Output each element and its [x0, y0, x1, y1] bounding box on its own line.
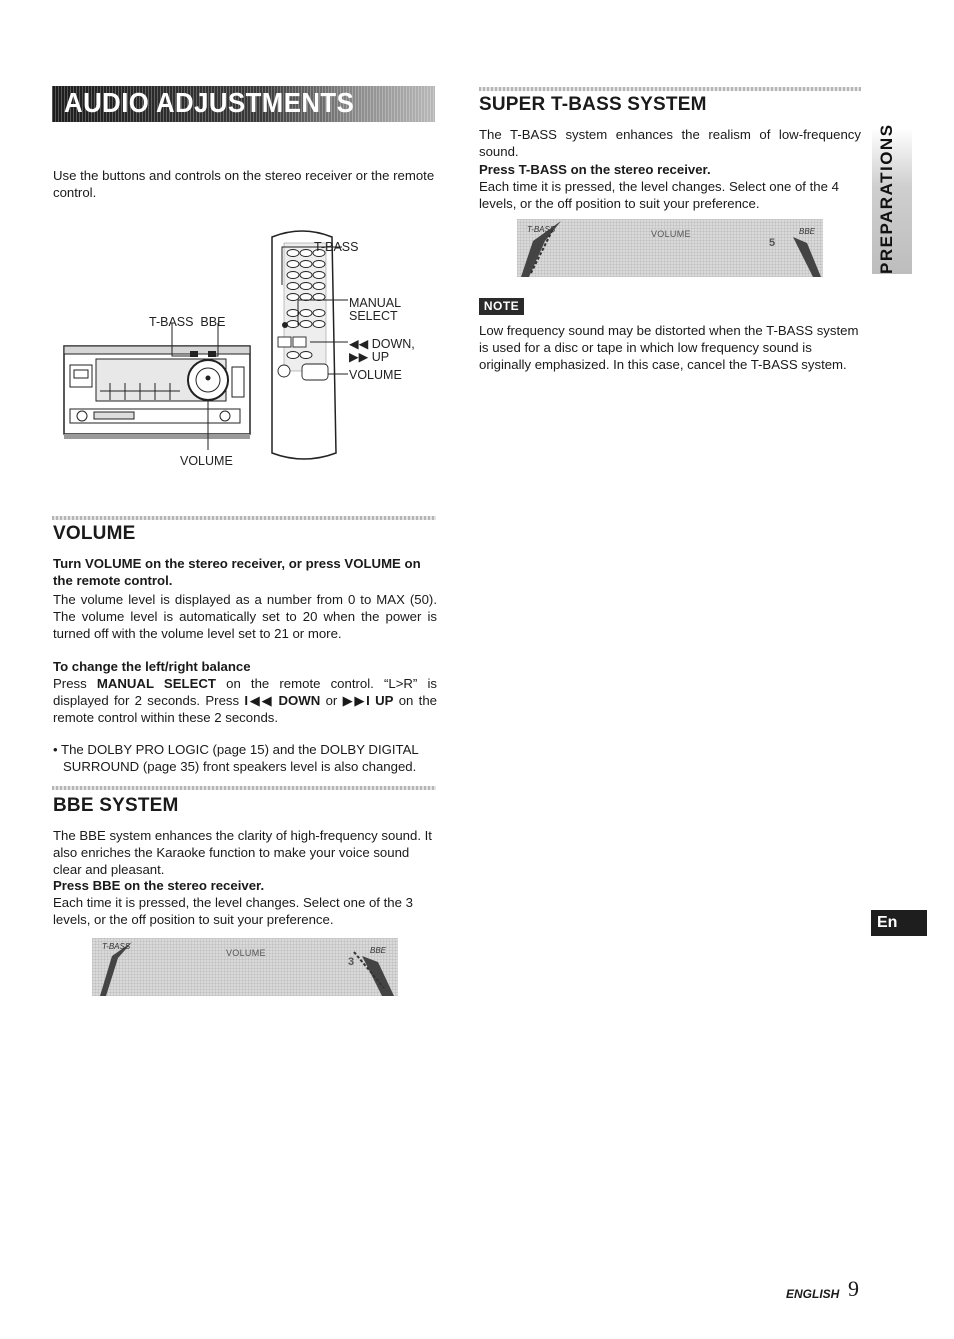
bbe-paragraph: The BBE system enhances the clarity of high-frequency sound. It also enriches the Karaoke function to make your voice sound clear and pleasant. — [53, 828, 432, 877]
tbass-display-label: VOLUME — [651, 229, 691, 239]
page-title: AUDIO ADJUSTMENTS — [64, 87, 355, 118]
label-volume-remote: VOLUME — [349, 368, 402, 382]
tbass-display-right-tag: BBE — [799, 227, 816, 236]
bbe-instruction: Press BBE on the stereo receiver. — [53, 878, 265, 893]
balance-subheading: To change the left/right balance — [53, 659, 251, 674]
tbass-heading: SUPER T-BASS SYSTEM — [479, 94, 707, 115]
bbe-display-right-tag: BBE — [370, 946, 387, 955]
controls-diagram — [60, 225, 430, 475]
tbass-display-tag: T-BASS — [527, 225, 556, 234]
manual-select-term: MANUAL SELECT — [96, 676, 216, 691]
label-select: SELECT — [349, 309, 398, 323]
side-tab-label: PREPARATIONS — [877, 123, 896, 274]
title-banner — [52, 86, 435, 122]
bbe-display — [92, 938, 398, 996]
language-tab: En — [871, 910, 927, 936]
section-rule — [52, 516, 436, 520]
bbe-display-tag: T-BASS — [102, 942, 131, 951]
tbass-display — [517, 219, 823, 277]
bbe-levels-paragraph: Each time it is pressed, the level changes. Select one of the 3 levels, or the off position to suit your preference. — [53, 895, 413, 927]
bbe-display-label: VOLUME — [226, 948, 266, 958]
down-term: I◀◀ DOWN — [244, 693, 321, 708]
bbe-heading: BBE SYSTEM — [53, 795, 179, 816]
volume-paragraph: The volume level is displayed as a number from 0 to MAX (50). The volume level is automatically set to 20 when the power is turned off with the volume level set to 21 or more. — [53, 592, 437, 641]
intro-text: Use the buttons and controls on the stereo receiver or the remote control. — [53, 168, 435, 200]
balance-paragraph: Press MANUAL SELECT on the remote control. “L>R” is displayed for 2 seconds. Press I◀◀ DOWN or ▶▶I UP on the remote control within these 2 seconds. — [53, 676, 437, 725]
label-volume-unit: VOLUME — [180, 454, 233, 468]
tbass-instruction: Press T-BASS on the stereo receiver. — [479, 162, 711, 177]
note-badge: NOTE — [479, 298, 524, 315]
tbass-paragraph: The T-BASS system enhances the realism of low-frequency sound. — [479, 127, 861, 159]
note-text: Low frequency sound may be distorted when the T-BASS system is used for a disc or tape in which low frequency sound is originally emphasized. In this case, cancel the T-BASS system. — [479, 323, 859, 372]
volume-heading: VOLUME — [53, 523, 136, 544]
volume-instruction: Turn VOLUME on the stereo receiver, or press VOLUME on the remote control. — [53, 556, 421, 588]
level-indicator-graphic — [517, 219, 823, 277]
up-term: ▶▶I UP — [342, 693, 394, 708]
section-rule — [479, 87, 861, 91]
page-number: 9 — [848, 1276, 859, 1301]
label-tbass-bbe: T-BASS BBE — [149, 315, 226, 329]
side-tab — [872, 123, 912, 274]
label-down: ◀◀ DOWN, — [349, 337, 415, 351]
label-up: ▶▶ UP — [349, 350, 390, 364]
section-rule — [52, 786, 436, 790]
dolby-bullet: • The DOLBY PRO LOGIC (page 15) and the DOLBY DIGITAL SURROUND (page 35) front speakers level is also changed. — [53, 742, 419, 774]
footer-language: ENGLISH — [786, 1287, 840, 1301]
label-manual: MANUAL — [349, 296, 402, 310]
label-tbass-remote: T-BASS — [314, 240, 359, 254]
bbe-display-digit: 3 — [348, 956, 355, 968]
tbass-levels-paragraph: Each time it is pressed, the level changes. Select one of the 4 levels, or the off position to suit your preference. — [479, 179, 839, 211]
tbass-display-digit: 5 — [769, 237, 776, 249]
